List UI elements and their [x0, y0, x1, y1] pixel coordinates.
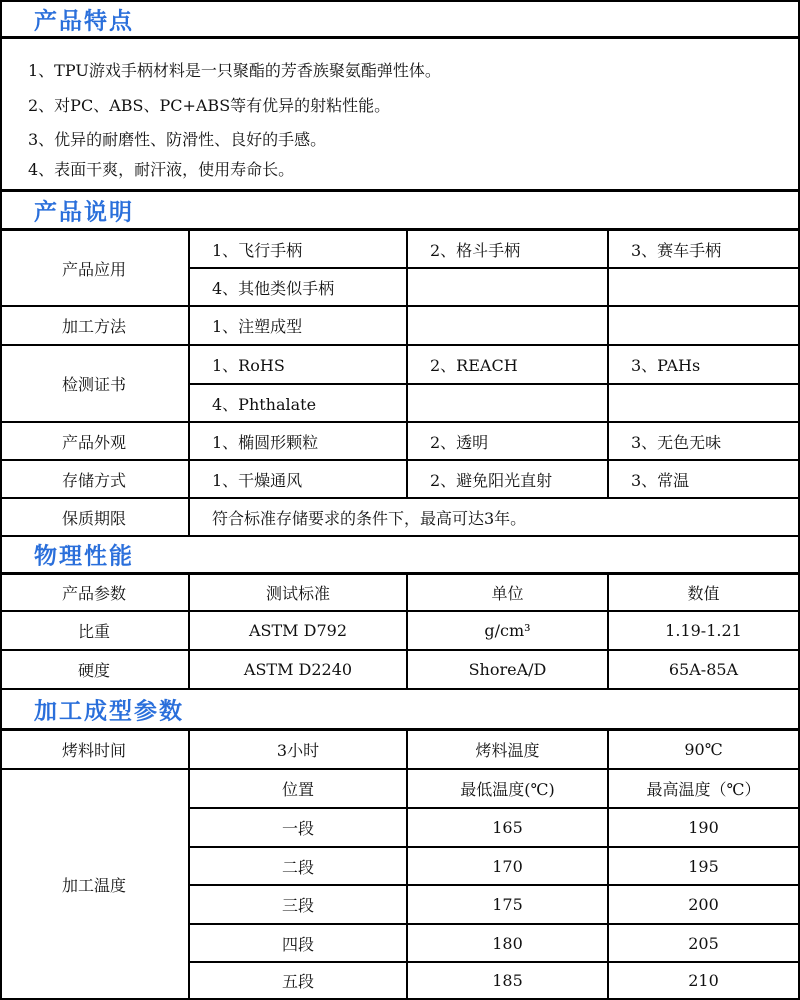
row-label-certificates: 检测证书: [61, 375, 126, 394]
method-item: 1、注塑成型: [212, 317, 303, 336]
application-item: 1、飞行手柄: [212, 240, 303, 260]
physical-title: 物理性能: [34, 543, 134, 570]
temp-zone: 四段: [281, 934, 314, 954]
shelf-life-text: 符合标准存储要求的条件下，最高可达3年。: [212, 508, 527, 528]
temp-min: 185: [492, 971, 523, 990]
temp-min: 175: [492, 895, 523, 914]
storage-item: 1、干燥通风: [212, 470, 303, 490]
description-title: 产品说明: [34, 199, 134, 225]
application-item: 4、其他类似手柄: [212, 278, 335, 298]
temp-max: 205: [688, 933, 719, 953]
processing-temp-label: 加工温度: [61, 875, 126, 895]
drying-time-value: 3小时: [276, 741, 320, 760]
certificate-item: 4、Phthalate: [212, 394, 317, 414]
feature-item: 4、表面干爽，耐汗液，使用寿命长。: [28, 160, 295, 179]
temp-zone: 三段: [281, 896, 314, 915]
temp-min: 170: [492, 856, 523, 876]
certificate-item: 2、REACH: [430, 356, 518, 375]
physical-header: 产品参数: [61, 584, 126, 603]
application-item: 2、格斗手柄: [430, 240, 521, 260]
physical-cell: 比重: [77, 622, 110, 641]
physical-header: 数值: [687, 584, 720, 603]
storage-item: 2、避免阳光直射: [430, 470, 553, 490]
drying-time-label: 烤料时间: [61, 741, 126, 760]
physical-cell: ASTM D792: [248, 621, 348, 640]
temp-max: 195: [688, 856, 719, 876]
physical-cell: ASTM D2240: [243, 660, 353, 679]
certificate-item: 3、PAHs: [631, 356, 701, 375]
processing-heading: [0, 689, 800, 730]
processing-title: 加工成型参数: [34, 698, 184, 724]
physical-cell: 65A-85A: [668, 660, 739, 679]
description-heading: [0, 191, 800, 230]
temp-header: 位置: [281, 780, 314, 799]
temp-max: 190: [688, 818, 719, 837]
application-item: 3、赛车手柄: [631, 240, 722, 260]
features-list: [0, 38, 800, 191]
row-label-method: 加工方法: [61, 317, 126, 336]
temp-min: 165: [492, 818, 523, 837]
feature-item: 3、优异的耐磨性、防滑性、良好的手感。: [28, 130, 327, 149]
physical-heading: [0, 536, 800, 574]
temp-zone: 五段: [281, 972, 314, 991]
temp-header: 最高温度（℃）: [646, 780, 761, 799]
physical-cell: 硬度: [77, 661, 110, 680]
temp-zone: 二段: [281, 857, 314, 877]
certificate-item: 1、RoHS: [212, 356, 285, 375]
appearance-item: 1、椭圆形颗粒: [212, 432, 319, 452]
physical-cell: 1.19-1.21: [665, 621, 742, 640]
temp-max: 210: [688, 971, 719, 990]
appearance-item: 3、无色无味: [631, 432, 722, 452]
appearance-item: 2、透明: [430, 432, 489, 452]
temp-header: 最低温度(℃): [460, 780, 555, 799]
feature-item: 2、对PC、ABS、PC+ABS等有优异的射粘性能。: [28, 96, 391, 115]
temp-zone: 一段: [281, 819, 314, 838]
feature-item: 1、TPU游戏手柄材料是一只聚酯的芳香族聚氨酯弹性体。: [28, 61, 441, 80]
physical-cell: g/cm³: [484, 621, 531, 640]
row-label-storage: 存储方式: [61, 470, 126, 490]
physical-cell: ShoreA/D: [468, 660, 547, 679]
features-heading: [0, 0, 800, 38]
row-label-appearance: 产品外观: [61, 432, 126, 452]
temp-min: 180: [492, 933, 523, 953]
drying-temp-value: 90℃: [684, 740, 723, 759]
storage-item: 3、常温: [631, 470, 690, 490]
drying-temp-label: 烤料温度: [475, 741, 540, 760]
temp-max: 200: [688, 895, 719, 914]
row-label-application: 产品应用: [61, 259, 126, 279]
row-label-shelf-life: 保质期限: [61, 508, 126, 528]
physical-header: 测试标准: [265, 584, 330, 603]
features-title: 产品特点: [34, 8, 134, 35]
physical-header: 单位: [491, 584, 524, 603]
